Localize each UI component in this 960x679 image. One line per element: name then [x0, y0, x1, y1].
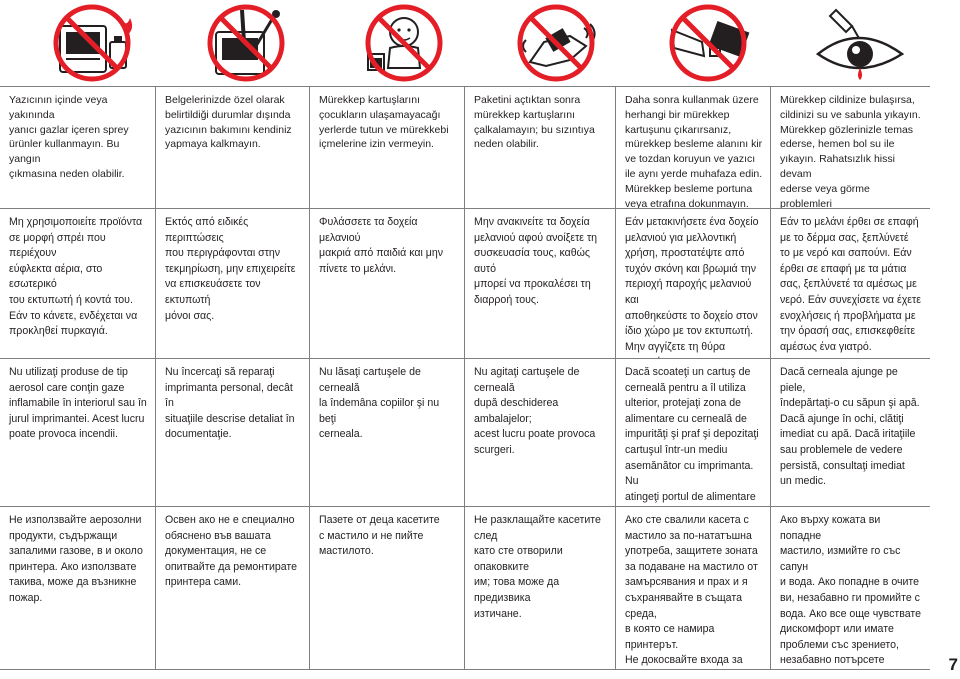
table-row-turkish — [0, 87, 930, 209]
table-row-bulgarian — [0, 507, 930, 670]
icon-row — [0, 0, 930, 86]
table-cell: Освен ако не е специално обяснено във вашата документация, не се опитвайте да ремонтирате принтера сами. — [155, 507, 309, 669]
table-cell: Nu lăsaţi cartuşele de cerneală la îndemâna copiilor şi nu beţi cerneala. — [309, 359, 464, 506]
table-cell: Belgelerinizde özel olarak belirtildiği durumlar dışında yazıcının bakımını kendiniz yapmaya kalkmayın. — [155, 87, 309, 208]
no-touch-port-icon — [652, 2, 772, 84]
table-cell: Εάν μετακινήσετε ένα δοχείο μελανιού για μελλοντική χρήση, προστατέψτε από τυχόν σκόνη και βρωμιά την περιοχή παροχής μελανιού και αποθηκεύστε το δοχείο στον ίδιο χώρο με τον εκτυπωτή. Μην αγγίζετε τη θύρα — [615, 209, 770, 358]
table-cell: Nu utilizaţi produse de tip aerosol care conţin gaze inflamabile în interiorul sau în jurul imprimantei. Acest lucru poate provoca incendii. — [9, 366, 147, 441]
eye-contact-warning-icon — [802, 2, 922, 84]
table-cell: Не разклащайте касетите след като сте отворили опаковките им; това може да предизвика изтичане. — [464, 507, 615, 669]
table-cell: Mürekkep kartuşlarını çocukların ulaşamayacağı yerlerde tutun ve mürekkebi içmelerine izin vermeyin. — [309, 87, 464, 208]
table-cell: Не използвайте аерозолни продукти, съдържащи запалими газове, в и около принтера. Ако използвате такива, може да възникне пожар. — [9, 514, 143, 604]
table-cell: Mürekkep cildinize bulaşırsa, cildinizi su ve sabunla yıkayın. Mürekkep gözlerinizle temas ederse, hemen bol su ile yıkayın. Rahatsızlık hissi devam ederse veya görme problemleri — [770, 87, 930, 208]
table-cell: Μην ανακινείτε τα δοχεία μελανιού αφού ανοίξετε τη συσκευασία τους, καθώς αυτό μπορεί να προκαλέσει τη διαρροή τους. — [464, 209, 615, 358]
table-cell: Dacă scoateţi un cartuş de cerneală pentru a îl utiliza ulterior, protejaţi zona de alimentare cu cerneală de impurităţi şi praf şi depozitaţi cartuşul într-un mediu asemănător cu imprimanta. Nu atingeţi portul de alimentare — [615, 359, 770, 506]
table-cell: Nu agitaţi cartuşele de cerneală după deschiderea ambalajelor; acest lucru poate provoca scurgeri. — [464, 359, 615, 506]
table-cell: Φυλάσσετε τα δοχεία μελανιού μακριά από παιδιά και μην πίνετε το μελάνι. — [309, 209, 464, 358]
table-row-greek — [0, 209, 930, 359]
page-number: 7 — [948, 655, 958, 674]
no-fire-spray-icon — [36, 2, 156, 84]
table-cell: Εκτός από ειδικές περιπτώσεις που περιγράφονται στην τεκμηρίωση, μην επιχειρείτε να επισκευάσετε τον εκτυπωτή μόνοι σας. — [155, 209, 309, 358]
table-cell: Ако върху кожата ви попадне мастило, измийте го със сапун и вода. Ако попадне в очите ви, незабавно ги промийте с вода. Ако все още чувствате дискомфорт или имате проблеми със зрението, незабавно потърсете — [770, 507, 930, 669]
table-row-romanian — [0, 359, 930, 507]
table-cell: Εάν το μελάνι έρθει σε επαφή με το δέρμα σας, ξεπλύνετέ το με νερό και σαπούνι. Εάν έρθει σε επαφή με τα μάτια σας, ξεπλύνετέ τα αμέσως με νερό. Εάν συνεχίσετε να έχετε ενοχλήσεις ή προβλήματα με την όρασή σας, επισκεφθείτε αμέσως ένα γιατρό. — [770, 209, 930, 358]
safety-table — [0, 86, 930, 667]
table-cell: Dacă cerneala ajunge pe piele, îndepărtaţi-o cu săpun şi apă. Dacă ajunge în ochi, clătiţi imediat cu apă. Dacă iritaţiile sau problemele de vedere persistă, consultaţi imediat un medic. — [770, 359, 930, 506]
table-cell: Paketini açtıktan sonra mürekkep kartuşlarını çalkalamayın; bu sızıntıya neden olabilir. — [464, 87, 615, 208]
table-cell: Пазете от деца касетите с мастило и не пийте мастилото. — [309, 507, 464, 669]
table-cell: Nu încercaţi să reparaţi imprimanta personal, decât în situaţiile descrise detaliat în documentaţie. — [155, 359, 309, 506]
table-cell: Μη χρησιμοποιείτε προϊόντα σε μορφή σπρέι που περιέχουν εύφλεκτα αέρια, στο εσωτερικό του εκτυπωτή ή κοντά του. Εάν το κάνετε, ενδέχεται να προκληθεί πυρκαγιά. — [9, 216, 143, 338]
no-shaking-cartridge-icon — [500, 2, 620, 84]
table-cell: Daha sonra kullanmak üzere herhangi bir mürekkep kartuşunu çıkarırsanız, mürekkep besleme alanını kir ve tozdan koruyun ve yazıcı ile aynı yerde muhafaza edin. Mürekkep besleme portuna veya etrafına dokunmayın. — [615, 87, 770, 208]
table-cell: Ако сте свалили касета с мастило за по-нататъшна употреба, защитете зоната за подаване на мастило от замърсявания и прах и я съхранявайте в същата среда, в която се намира принтерът. Не докосвайте входа за — [615, 507, 770, 669]
keep-away-children-icon — [348, 2, 468, 84]
table-cell: Yazıcının içinde veya yakınında yanıcı gazlar içeren sprey ürünler kullanmayın. Bu yangın çıkmasına neden olabilir. — [9, 94, 129, 180]
no-disassembly-icon — [190, 2, 310, 84]
